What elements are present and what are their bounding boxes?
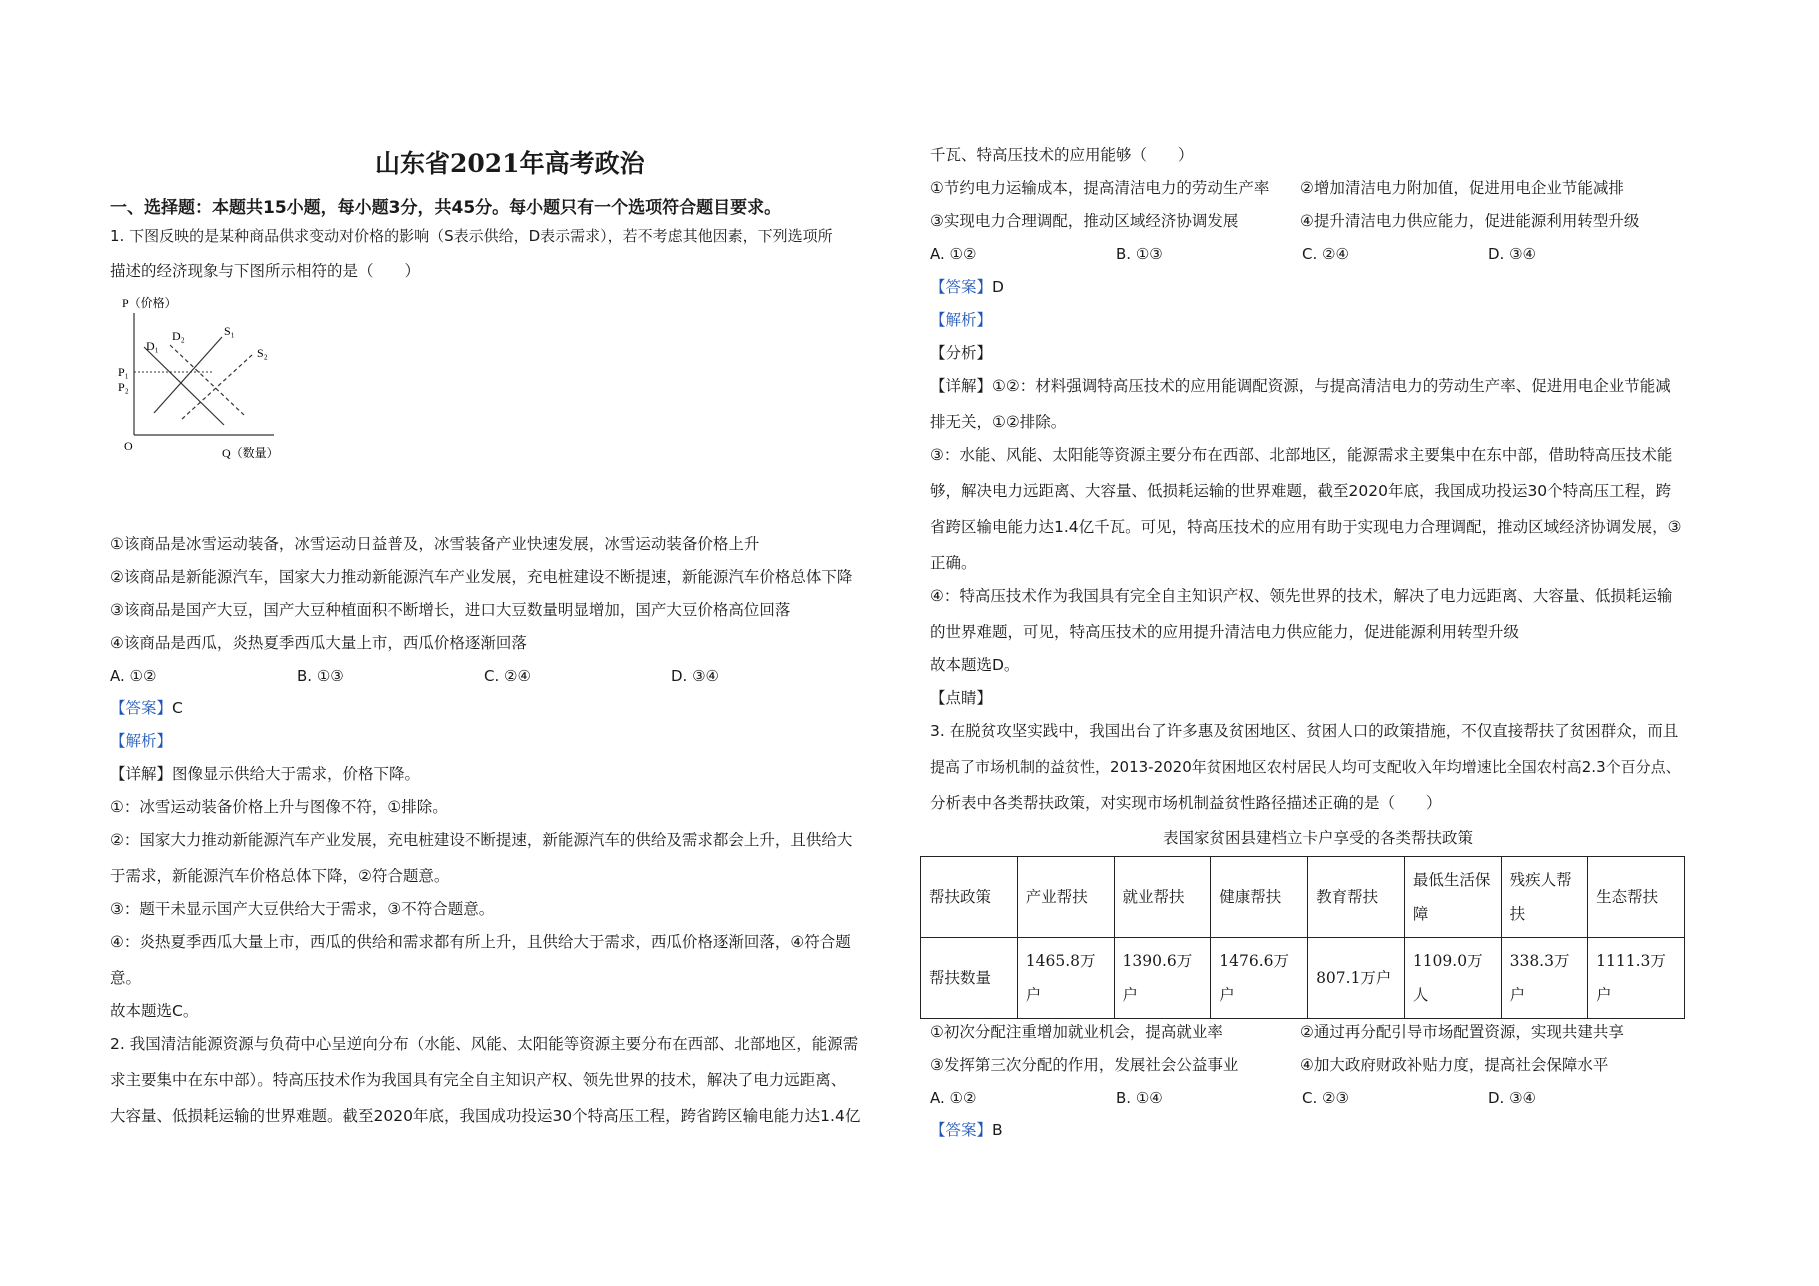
q3-policy-table: [920, 856, 1685, 1019]
q2-option-c: C. ②④: [1302, 245, 1349, 263]
q2-options: [930, 244, 1630, 264]
q2-fenxi-label: 【分析】: [930, 344, 993, 362]
q1-item-2: ②该商品是新能源汽车，国家大力推动新能源汽车产业发展，充电桩建设不断提速，新能源汽车价格总体下降: [110, 568, 853, 586]
q2-detail-9: 故本题选D。: [930, 656, 1020, 674]
q1-detail-6: ④：炎热夏季西瓜大量上市，西瓜的供给和需求都有所上升，且供给大于需求，西瓜价格逐渐回落，④符合题: [110, 933, 851, 951]
q1-options: [110, 666, 810, 686]
q2-stem-4: 千瓦、特高压技术的应用能够（ ）: [930, 146, 1194, 164]
q3-options: [930, 1088, 1630, 1108]
q3-option-a: A. ①②: [930, 1089, 977, 1107]
d1-curve: [144, 347, 224, 425]
q2-option-d: D. ③④: [1488, 245, 1536, 263]
q2-stem-1: 2. 我国清洁能源资源与负荷中心呈逆向分布（水能、风能、太阳能等资源主要分布在西部、北部地区，能源需: [110, 1035, 859, 1053]
q1-item-4: ④该商品是西瓜，炎热夏季西瓜大量上市，西瓜价格逐渐回落: [110, 634, 527, 652]
table-header-cell: 生态帮扶: [1588, 857, 1685, 938]
q2-answer: [930, 277, 1004, 297]
q1-detail-7: 意。: [110, 969, 142, 987]
s1-curve: [154, 337, 222, 413]
q1-detail-3: ②：国家大力推动新能源汽车产业发展，充电桩建设不断提速，新能源汽车的供给及需求都会上升，且供给大: [110, 831, 853, 849]
q3-answer-value: B: [992, 1121, 1003, 1139]
s1-label: S₁: [224, 324, 235, 338]
q2-item-4: ④提升清洁电力供应能力，促进能源利用转型升级: [1300, 212, 1640, 230]
table-cell: 1390.6万户: [1114, 938, 1211, 1019]
q1-option-c: C. ②④: [484, 667, 531, 685]
q2-detail-4: 够，解决电力远距离、大容量、低损耗运输的世界难题，截至2020年底，我国成功投运30个特高压工程，跨: [930, 482, 1672, 500]
q1-detail-1: 【详解】图像显示供给大于需求，价格下降。: [110, 765, 421, 783]
q3-option-c: C. ②③: [1302, 1089, 1349, 1107]
q3-stem-1: 3. 在脱贫攻坚实践中，我国出台了许多惠及贫困地区、贫困人口的政策措施，不仅直接帮扶了贫困群众，而且: [930, 722, 1679, 740]
q2-detail-7: ④：特高压技术作为我国具有完全自主知识产权、领先世界的技术，解决了电力远距离、大容量、低损耗运输: [930, 587, 1673, 605]
table-header-cell: 残疾人帮扶: [1501, 857, 1588, 938]
q2-detail-1: 【详解】①②：材料强调特高压技术的应用能调配资源，与提高清洁电力的劳动生产率、促进用电企业节能减: [930, 377, 1671, 395]
q1-detail-8: 故本题选C。: [110, 1002, 199, 1020]
q3-table-caption: 表国家贫困县建档立卡户享受的各类帮扶政策: [1163, 829, 1474, 847]
table-cell: 1111.3万户: [1588, 938, 1685, 1019]
table-header-cell: 最低生活保障: [1404, 857, 1501, 938]
q1-option-a: A. ①②: [110, 667, 157, 685]
q2-stem-2: 求主要集中在东中部）。特高压技术作为我国具有完全自主知识产权、领先世界的技术，解决了电力远距离、: [110, 1071, 847, 1089]
q1-item-3: ③该商品是国产大豆，国产大豆种植面积不断增长，进口大豆数量明显增加，国产大豆价格高位回落: [110, 601, 791, 619]
q3-stem-3: 分析表中各类帮扶政策，对实现市场机制益贫性路径描述正确的是（ ）: [930, 794, 1442, 812]
q2-stem-3: 大容量、低损耗运输的世界难题。截至2020年底，我国成功投运30个特高压工程，跨省跨区输电能力达1.4亿: [110, 1107, 861, 1125]
y-axis-label: P（价格）: [122, 296, 177, 310]
s2-curve: [182, 355, 252, 419]
q2-option-b: B. ①③: [1116, 245, 1163, 263]
p1-label: P₁: [118, 365, 129, 379]
table-header-cell: 教育帮扶: [1308, 857, 1405, 938]
q2-answer-label: 【答案】: [930, 278, 993, 296]
q3-stem-2: 提高了市场机制的益贫性，2013-2020年贫困地区农村居民人均可支配收入年均增速比全国农村高2.3个百分点、: [930, 758, 1681, 776]
supply-demand-graph: [112, 295, 312, 465]
table-cell: 807.1万户: [1308, 938, 1405, 1019]
s2-label: S₂: [257, 346, 268, 360]
table-row: [921, 857, 1685, 938]
q2-item-2: ②增加清洁电力附加值，促进用电企业节能减排: [1300, 179, 1624, 197]
q2-item-1: ①节约电力运输成本，提高清洁电力的劳动生产率: [930, 179, 1270, 197]
d1-label: D₁: [146, 339, 159, 353]
q3-answer: [930, 1120, 1003, 1140]
table-cell: 1465.8万户: [1017, 938, 1114, 1019]
q1-option-b: B. ①③: [297, 667, 344, 685]
d2-curve: [170, 345, 244, 415]
table-header-cell: 产业帮扶: [1017, 857, 1114, 938]
q2-detail-2: 排无关，①②排除。: [930, 413, 1067, 431]
section-heading: 一、选择题：本题共15小题，每小题3分，共45分。每小题只有一个选项符合题目要求。: [110, 198, 782, 218]
table-cell: 帮扶数量: [921, 938, 1018, 1019]
q1-stem-line2: 描述的经济现象与下图所示相符的是（ ）: [110, 262, 421, 280]
d2-label: D₂: [172, 329, 185, 343]
q1-detail-5: ③：题干未显示国产大豆供给大于需求，③不符合题意。: [110, 900, 495, 918]
table-header-cell: 就业帮扶: [1114, 857, 1211, 938]
origin-label: O: [124, 439, 133, 453]
q3-answer-label: 【答案】: [930, 1121, 993, 1139]
q1-answer: [110, 698, 183, 718]
q2-detail-3: ③：水能、风能、太阳能等资源主要分布在西部、北部地区，能源需求主要集中在东中部，借助特高压技术能: [930, 446, 1673, 464]
q1-answer-value: C: [172, 699, 183, 717]
table-cell: 1476.6万户: [1211, 938, 1308, 1019]
q1-stem-line1: 1. 下图反映的是某种商品供求变动对价格的影响（S表示供给，D表示需求），若不考虑其他因素，下列选项所: [110, 227, 833, 245]
table-cell: 338.3万户: [1501, 938, 1588, 1019]
q3-option-d: D. ③④: [1488, 1089, 1536, 1107]
q3-item-3: ③发挥第三次分配的作用，发展社会公益事业: [930, 1056, 1239, 1074]
x-axis-label: Q（数量）: [222, 446, 279, 460]
q1-detail-2: ①：冰雪运动装备价格上升与图像不符，①排除。: [110, 798, 448, 816]
q2-analysis-label: 【解析】: [930, 311, 993, 329]
q2-detail-8: 的世界难题，可见，特高压技术的应用提升清洁电力供应能力，促进能源利用转型升级: [930, 623, 1520, 641]
q1-item-1: ①该商品是冰雪运动装备，冰雪运动日益普及，冰雪装备产业快速发展，冰雪运动装备价格上升: [110, 535, 760, 553]
table-header-cell: 帮扶政策: [921, 857, 1018, 938]
q3-option-b: B. ①④: [1116, 1089, 1163, 1107]
q2-item-3: ③实现电力合理调配，推动区域经济协调发展: [930, 212, 1239, 230]
table-header-cell: 健康帮扶: [1211, 857, 1308, 938]
q2-option-a: A. ①②: [930, 245, 977, 263]
q2-detail-6: 正确。: [930, 554, 977, 572]
q1-answer-label: 【答案】: [110, 699, 173, 717]
table-row: [921, 938, 1685, 1019]
page-title: 山东省2021年高考政治: [375, 149, 645, 178]
q2-detail-5: 省跨区输电能力达1.4亿千瓦。可见，特高压技术的应用有助于实现电力合理调配，推动区域经济协调发展，③: [930, 518, 1682, 536]
q2-dianjing-label: 【点睛】: [930, 689, 993, 707]
q3-item-2: ②通过再分配引导市场配置资源，实现共建共享: [1300, 1023, 1624, 1041]
q1-analysis-label: 【解析】: [110, 732, 173, 750]
table-cell: 1109.0万人: [1404, 938, 1501, 1019]
q1-detail-4: 于需求，新能源汽车价格总体下降，②符合题意。: [110, 867, 450, 885]
p2-label: P₂: [118, 380, 129, 394]
q3-item-4: ④加大政府财政补贴力度，提高社会保障水平: [1300, 1056, 1609, 1074]
q2-answer-value: D: [992, 278, 1004, 296]
q1-option-d: D. ③④: [671, 667, 719, 685]
q3-item-1: ①初次分配注重增加就业机会，提高就业率: [930, 1023, 1223, 1041]
